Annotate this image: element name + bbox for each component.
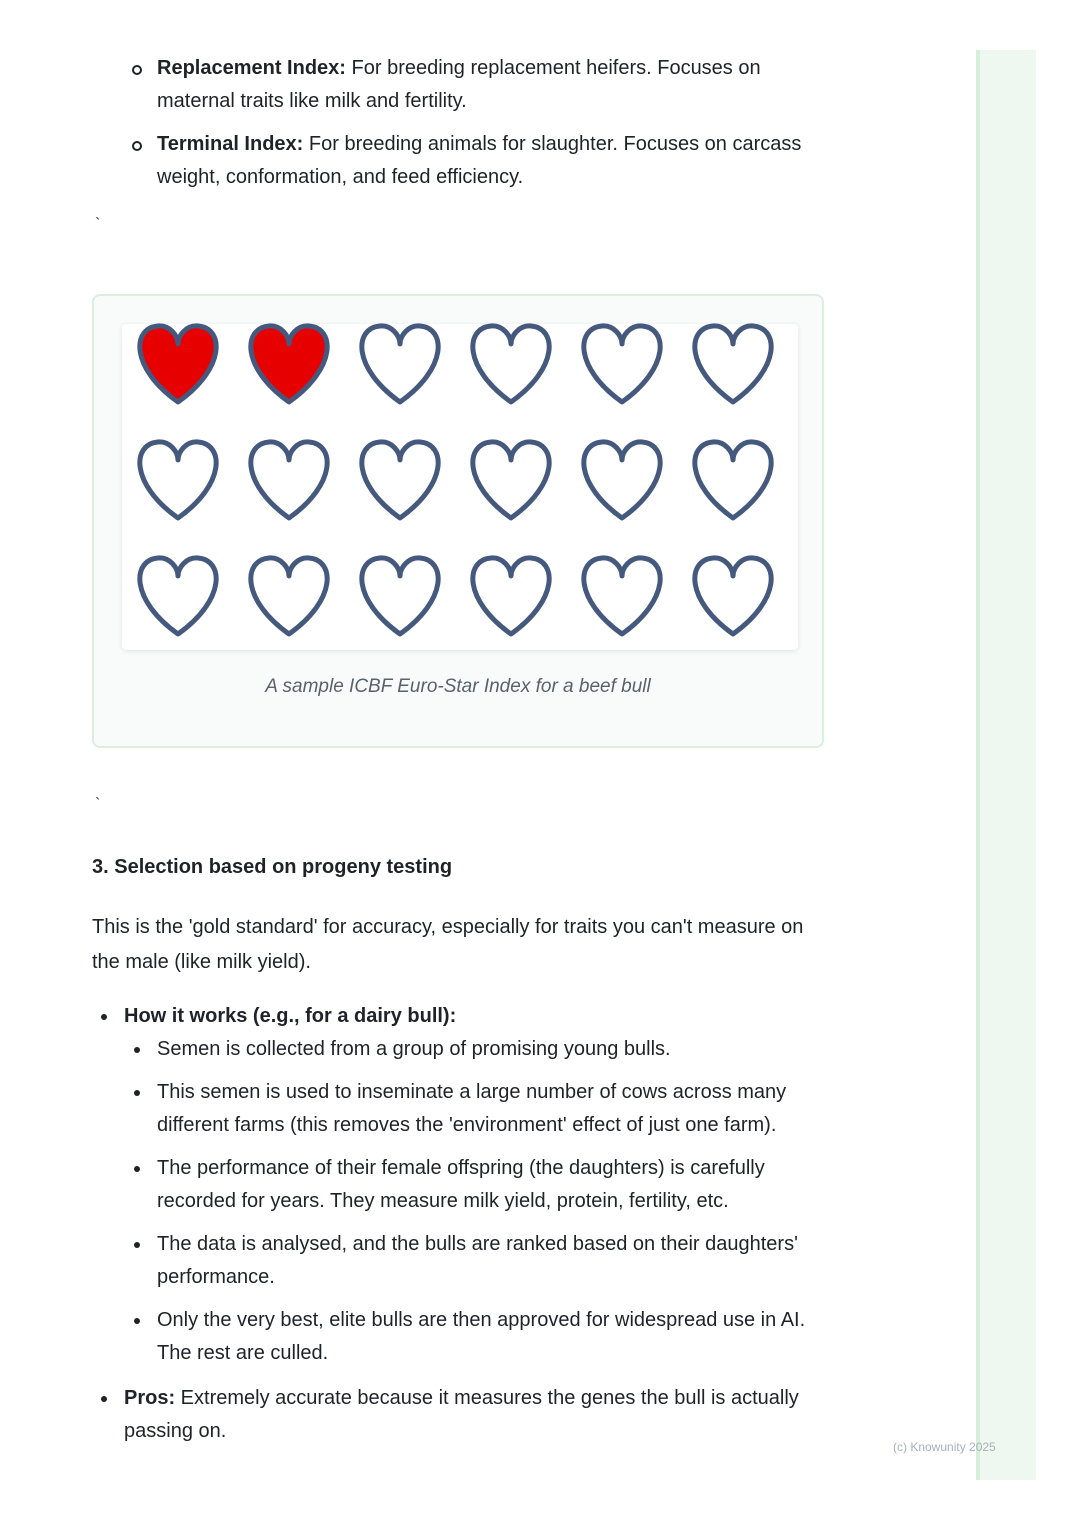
bullet-icon	[134, 1047, 140, 1053]
bullet-icon	[101, 1014, 107, 1020]
heart-icon-empty	[695, 326, 771, 402]
progeny-list	[92, 1000, 832, 1448]
tick-mark: `	[95, 216, 101, 233]
list-item	[124, 1228, 832, 1294]
heart-icon-empty	[473, 326, 549, 402]
list-item	[92, 52, 837, 118]
how-steps	[124, 1033, 832, 1370]
circle-bullet-icon	[132, 65, 142, 75]
tick-mark: `	[95, 796, 101, 813]
copyright-text: (c) Knowunity 2025	[893, 1440, 996, 1454]
list-item	[124, 1033, 832, 1066]
step-text: Semen is collected from a group of promising young bulls.	[157, 1038, 671, 1060]
heart-icon-empty	[695, 442, 771, 518]
heart-icon-empty	[584, 558, 660, 634]
list-item	[124, 1304, 832, 1370]
step-text: This semen is used to inseminate a large number of cows across many different farms (this removes the 'environment' effect of just one farm).	[157, 1081, 787, 1136]
heart-icon-empty	[695, 558, 771, 634]
heart-icon-empty	[140, 442, 216, 518]
step-text: The data is analysed, and the bulls are ranked based on their daughters' performance.	[157, 1233, 798, 1288]
bullet-icon	[134, 1090, 140, 1096]
bullet-icon	[134, 1242, 140, 1248]
top-content	[92, 52, 832, 194]
heart-icon-filled	[251, 326, 327, 402]
term-text: For breeding replacement heifers. Focuses on maternal traits like milk and fertility.	[157, 57, 761, 112]
heart-rating	[122, 324, 798, 650]
bullet-icon	[134, 1166, 140, 1172]
bullet-icon	[134, 1318, 140, 1324]
heart-icon-empty	[362, 558, 438, 634]
heart-icon-empty	[584, 442, 660, 518]
heart-icon-empty	[140, 558, 216, 634]
section-intro: This is the 'gold standard' for accuracy, especially for traits you can't measure on the male (like milk yield).	[92, 916, 804, 973]
heart-icon-empty	[584, 326, 660, 402]
step-text: The performance of their female offspring (the daughters) is carefully recorded for years. They measure milk yield, protein, fertility, etc.	[157, 1157, 765, 1212]
heart-icon-empty	[362, 442, 438, 518]
heart-icon-empty	[251, 558, 327, 634]
list-item	[124, 1076, 832, 1142]
figure-box	[92, 294, 824, 748]
section-heading: 3. Selection based on progeny testing	[92, 856, 453, 878]
heart-rating-graphic	[122, 324, 798, 650]
bullet-icon	[101, 1396, 107, 1402]
circle-bullet-icon	[132, 141, 142, 151]
term-label: Replacement Index:	[157, 57, 346, 79]
sidebar-strip	[976, 50, 1036, 1480]
heart-icon-empty	[251, 442, 327, 518]
heart-icon-empty	[362, 326, 438, 402]
term-text: For breeding animals for slaughter. Focuses on carcass weight, conformation, and feed efficiency.	[157, 133, 802, 188]
list-item	[92, 1000, 832, 1370]
figure-caption: A sample ICBF Euro-Star Index for a beef bull	[265, 676, 651, 697]
pros-label: Pros:	[124, 1387, 176, 1409]
pros-text: Extremely accurate because it measures the genes the bull is actually passing on.	[124, 1387, 799, 1442]
heart-icon-empty	[473, 558, 549, 634]
term-label: Terminal Index:	[157, 133, 304, 155]
how-label: How it works (e.g., for a dairy bull):	[124, 1005, 457, 1027]
heart-icon-filled	[140, 326, 216, 402]
list-item	[124, 1152, 832, 1218]
step-text: Only the very best, elite bulls are then approved for widespread use in AI. The rest are culled.	[157, 1309, 806, 1364]
index-type-list	[92, 52, 832, 194]
list-item	[92, 1382, 804, 1448]
heart-icon-empty	[473, 442, 549, 518]
list-item	[92, 128, 837, 194]
